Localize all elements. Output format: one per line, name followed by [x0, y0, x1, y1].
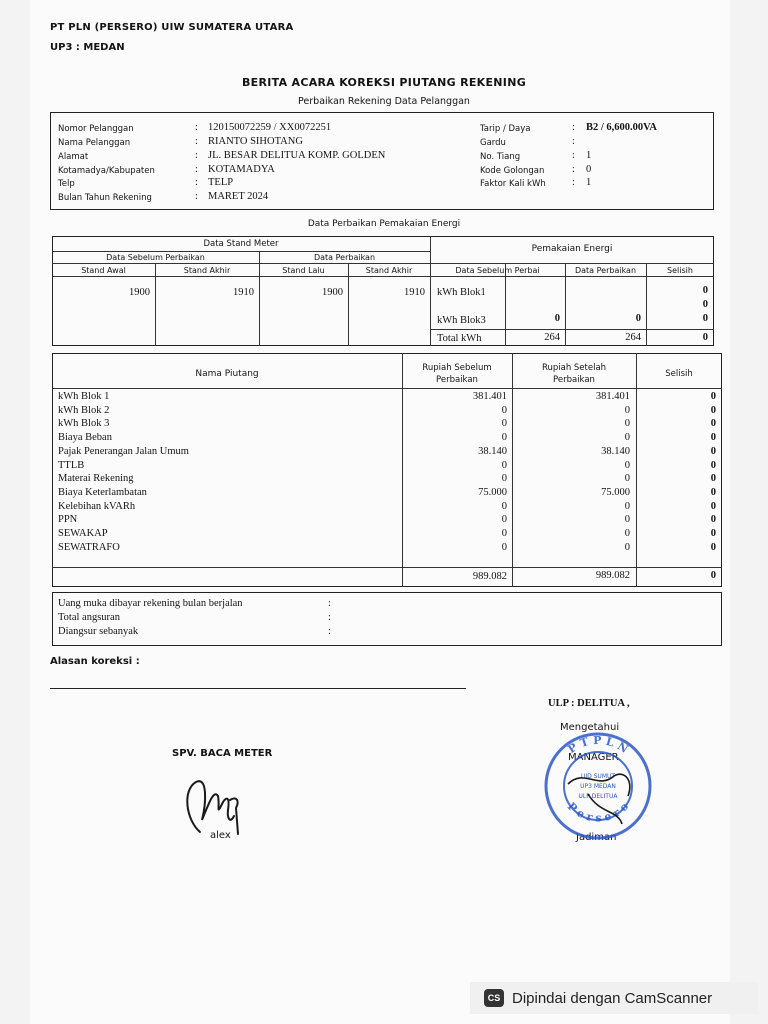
piutang-item-setelah: 75.000	[601, 486, 630, 498]
piutang-item-selisih: 0	[710, 459, 716, 471]
piutang-item-name: TTLB	[58, 459, 85, 471]
piutang-item-sebelum: 0	[501, 459, 507, 471]
tiang-label: No. Tiang	[480, 152, 521, 162]
rupiah-setelah-header	[512, 362, 636, 386]
piutang-item-selisih: 0	[710, 404, 716, 416]
energy-row-label: kWh Blok1	[437, 287, 486, 298]
piutang-item-name: Biaya Beban	[58, 432, 112, 444]
piutang-item-sebelum: 0	[501, 473, 507, 485]
divider	[52, 388, 722, 389]
company-stamp	[538, 724, 658, 844]
colon: :	[328, 626, 331, 637]
col-selisih-header: Selisih	[667, 266, 693, 275]
piutang-item-selisih: 0	[710, 391, 716, 402]
nama-value: RIANTO SIHOTANG	[208, 136, 303, 147]
colon: :	[328, 612, 331, 623]
colon: :	[195, 136, 198, 147]
piutang-item-setelah: 0	[624, 541, 630, 553]
col-sebelum-header: Data Sebelum Perbai	[455, 266, 540, 275]
piutang-item-name: kWh Blok 3	[58, 418, 110, 430]
colon: :	[572, 164, 575, 175]
ulp-name: ULP : DELITUA ,	[548, 698, 630, 709]
total-kwh-selisih: 0	[702, 332, 708, 343]
piutang-item-selisih: 0	[710, 445, 716, 457]
piutang-item-selisih: 0	[710, 418, 716, 430]
stamp-line: UID SUMUT	[580, 773, 616, 780]
tiang-value: 1	[586, 150, 592, 161]
piutang-item-sebelum: 0	[501, 514, 507, 526]
total-selisih: 0	[710, 570, 716, 581]
total-sebelum: 989.082	[472, 571, 507, 582]
colon: :	[195, 191, 198, 202]
piutang-item-selisih: 0	[710, 473, 716, 485]
piutang-item-setelah: 0	[624, 514, 630, 526]
piutang-item-selisih: 0	[710, 541, 716, 553]
piutang-item-setelah: 0	[624, 500, 630, 512]
manager-name: Jadiman	[576, 832, 617, 843]
stand-awal-header: Stand Awal	[81, 266, 126, 275]
camscanner-logo-icon: CS	[484, 989, 504, 1007]
colon: :	[328, 598, 331, 609]
golongan-value: 0	[586, 164, 592, 175]
mengetahui-label: Mengetahui	[560, 722, 620, 733]
energy-row-selisih: 0	[702, 285, 708, 296]
piutang-item-selisih: 0	[710, 514, 716, 526]
total-setelah: 989.082	[595, 570, 630, 581]
spv-name: alex	[210, 830, 231, 841]
piutang-item-selisih: 0	[710, 500, 716, 512]
piutang-item-setelah: 0	[624, 432, 630, 444]
stamp-line: ULP DELITUA	[578, 793, 618, 800]
nama-piutang-header: Nama Piutang	[195, 369, 259, 379]
spv-signature	[178, 770, 248, 840]
colon: :	[572, 122, 575, 133]
piutang-item-name: PPN	[58, 514, 78, 526]
bulan-value: MARET 2024	[208, 191, 269, 202]
piutang-item-name: kWh Blok 1	[58, 391, 110, 402]
energy-row-selisih: 0	[702, 299, 708, 310]
energy-section-title: Data Perbaikan Pemakaian Energi	[307, 219, 461, 229]
tarip-label: Tarip / Daya	[480, 124, 531, 134]
piutang-item-setelah: 0	[624, 418, 630, 430]
gardu-label: Gardu	[480, 138, 506, 148]
piutang-item-sebelum: 0	[501, 500, 507, 512]
total-kwh-label: Total kWh	[437, 333, 482, 344]
stand-awal-value: 1900	[129, 287, 150, 298]
piutang-item-setelah: 0	[624, 459, 630, 471]
divider	[52, 263, 714, 264]
faktor-value: 1	[586, 177, 592, 188]
sebelum-header: Data Sebelum Perbaikan	[106, 253, 205, 262]
energy-row-label: kWh Blok3	[437, 315, 486, 326]
scanner-watermark	[470, 982, 758, 1014]
stamp-line: UP3 MEDAN	[580, 783, 616, 790]
piutang-item-sebelum: 0	[501, 528, 507, 539]
rupiah-sebelum-header	[402, 362, 512, 386]
header-line: Rupiah Setelah	[541, 363, 607, 373]
kota-label: Kotamadya/Kabupaten	[58, 166, 155, 176]
selisih-header: Selisih	[665, 369, 693, 379]
total-kwh-perbaikan: 264	[625, 332, 641, 343]
colon: :	[195, 164, 198, 175]
piutang-item-sebelum: 75.000	[478, 486, 507, 498]
piutang-item-setelah: 381.401	[595, 391, 630, 402]
piutang-item-sebelum: 0	[501, 418, 507, 430]
header-line: Perbaikan	[553, 375, 595, 385]
diangsur-label: Diangsur sebanyak	[58, 626, 139, 637]
alamat-label: Alamat	[58, 152, 89, 162]
divider	[52, 251, 430, 252]
colon: :	[195, 177, 198, 188]
alamat-value: JL. BESAR DELITUA KOMP. GOLDEN	[208, 150, 386, 161]
piutang-item-setelah: 38.140	[601, 445, 630, 457]
tarip-value: B2 / 6,600.00VA	[586, 122, 657, 133]
energy-row-sebelum: 0	[554, 313, 560, 324]
piutang-item-sebelum: 38.140	[478, 445, 507, 457]
piutang-item-sebelum: 0	[501, 541, 507, 553]
uang-muka-label: Uang muka dibayar rekening bulan berjalan	[58, 598, 243, 609]
alasan-line	[50, 688, 466, 689]
header-line: Perbaikan	[436, 375, 478, 385]
colon: :	[572, 136, 575, 147]
piutang-item-sebelum: 0	[501, 432, 507, 444]
header-line: Rupiah Sebelum	[422, 363, 492, 373]
piutang-item-sebelum: 381.401	[472, 391, 507, 402]
nama-label: Nama Pelanggan	[58, 138, 131, 148]
col-perbaikan-header: Data Perbaikan	[574, 266, 637, 275]
colon: :	[195, 150, 198, 161]
divider	[52, 567, 722, 568]
alasan-koreksi-label: Alasan koreksi :	[50, 656, 140, 667]
piutang-item-selisih: 0	[710, 486, 716, 498]
piutang-item-name: SEWATRAFO	[58, 541, 120, 553]
company-name: PT PLN (PERSERO) UIW SUMATERA UTARA	[50, 22, 294, 33]
stamp-top-text: P T P L N	[565, 733, 631, 756]
piutang-item-name: Biaya Keterlambatan	[58, 486, 147, 498]
telp-value: TELP	[208, 177, 234, 188]
spv-label: SPV. BACA METER	[172, 748, 273, 759]
stand-akhir-value: 1910	[233, 287, 254, 298]
piutang-item-name: kWh Blok 2	[58, 404, 110, 416]
piutang-item-setelah: 0	[624, 528, 630, 539]
colon: :	[572, 177, 575, 188]
colon: :	[572, 150, 575, 161]
piutang-item-selisih: 0	[710, 432, 716, 444]
unit-name: UP3 : MEDAN	[50, 42, 125, 53]
energy-row-perbaikan: 0	[635, 313, 641, 324]
telp-label: Telp	[58, 179, 75, 189]
faktor-label: Faktor Kali kWh	[480, 179, 546, 189]
piutang-item-name: Materai Rekening	[58, 473, 134, 485]
piutang-item-name: SEWAKAP	[58, 528, 108, 539]
piutang-item-selisih: 0	[710, 528, 716, 539]
piutang-item-sebelum: 0	[501, 404, 507, 416]
bulan-label: Bulan Tahun Rekening	[58, 193, 152, 203]
divider	[52, 276, 714, 277]
pemakaian-header: Pemakaian Energi	[531, 244, 613, 254]
camscanner-text: Dipindai dengan CamScanner	[512, 989, 713, 1007]
nomor-value: 120150072259 / XX0072251	[208, 122, 332, 133]
piutang-item-setelah: 0	[624, 473, 630, 485]
colon: :	[195, 122, 198, 133]
stand-meter-header: Data Stand Meter	[203, 239, 279, 249]
kota-value: KOTAMADYA	[208, 164, 275, 175]
golongan-label: Kode Golongan	[480, 166, 545, 176]
nomor-label: Nomor Pelanggan	[58, 124, 134, 134]
total-angsuran-label: Total angsuran	[58, 612, 120, 623]
stand-lalu-value: 1900	[322, 287, 343, 298]
perbaikan-header: Data Perbaikan	[313, 253, 376, 262]
divider	[430, 329, 714, 330]
total-kwh-sebelum: 264	[544, 332, 560, 343]
piutang-item-name: Kelebihan kVARh	[58, 500, 136, 512]
energy-row-selisih: 0	[702, 313, 708, 324]
stand-akhir2-header: Stand Akhir	[365, 266, 413, 275]
stand-lalu-header: Stand Lalu	[282, 266, 325, 275]
manager-label: MANAGER	[568, 752, 619, 763]
piutang-item-name: Pajak Penerangan Jalan Umum	[58, 445, 189, 457]
stand-akhir-header: Stand Akhir	[183, 266, 231, 275]
stamp-bottom-text: P e r s e r o	[564, 799, 632, 825]
document-subtitle: Perbaikan Rekening Data Pelanggan	[298, 96, 470, 107]
piutang-item-setelah: 0	[624, 404, 630, 416]
stand-akhir2-value: 1910	[404, 287, 425, 298]
document-title: BERITA ACARA KOREKSI PIUTANG REKENING	[241, 76, 527, 89]
